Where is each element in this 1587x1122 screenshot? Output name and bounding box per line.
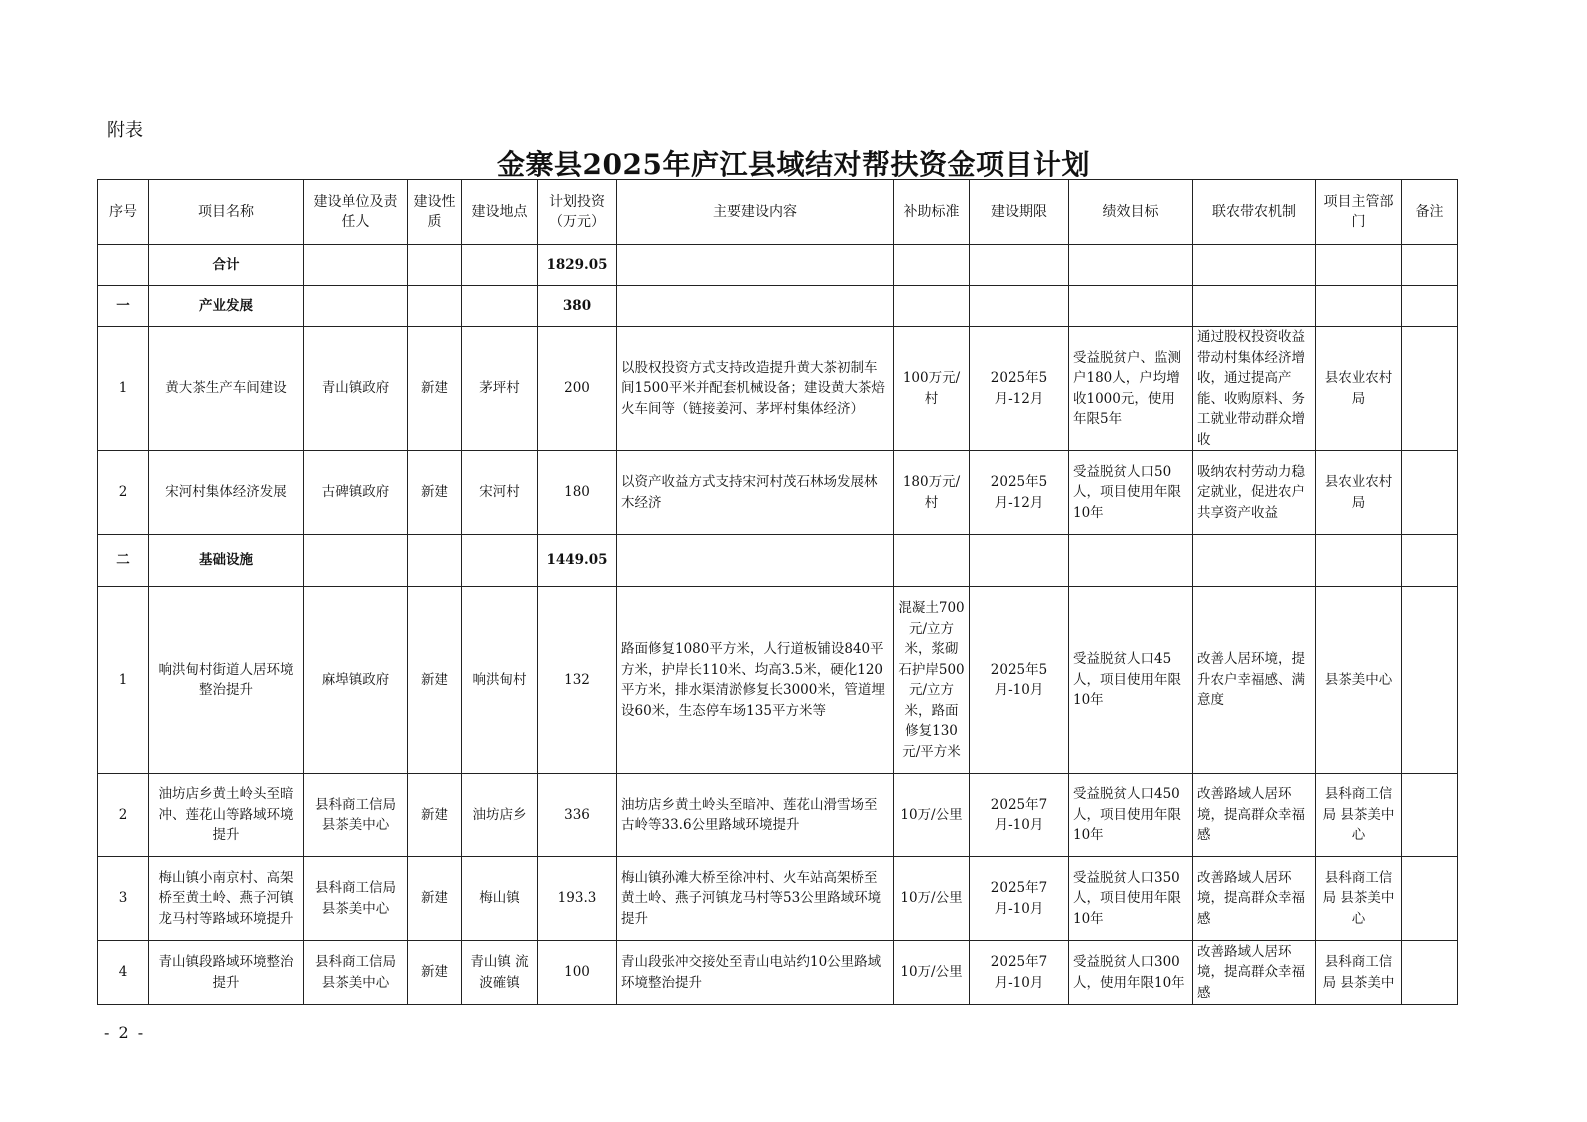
table-row bbox=[98, 857, 1458, 941]
row-nature: 新建 bbox=[408, 941, 462, 1005]
row-subsidy: 10万/公里 bbox=[894, 941, 970, 1005]
row-content: 以股权投资方式支持改造提升黄大茶初制车间1500平米并配套机械设备；建设黄大茶焙火车间等（链接姜河、茅坪村集体经济） bbox=[617, 327, 894, 451]
row-location: 梅山镇 bbox=[462, 857, 538, 941]
row-remark bbox=[1402, 941, 1458, 1005]
header-period: 建设期限 bbox=[970, 180, 1069, 245]
row-remark bbox=[1402, 327, 1458, 451]
row-nature: 新建 bbox=[408, 587, 462, 774]
row-location: 油坊店乡 bbox=[462, 774, 538, 857]
row-invest: 200 bbox=[538, 327, 617, 451]
row-nature: 新建 bbox=[408, 857, 462, 941]
row-no: 4 bbox=[98, 941, 149, 1005]
row-mechanism: 通过股权投资收益带动村集体经济增收，通过提高产能、收购原料、务工就业带动群众增收 bbox=[1193, 327, 1316, 451]
header-dept: 项目主管部门 bbox=[1316, 180, 1402, 245]
row-nature: 新建 bbox=[408, 774, 462, 857]
row-nature: 新建 bbox=[408, 451, 462, 535]
row-content: 油坊店乡黄土岭头至暗冲、莲花山滑雪场至古岭等33.6公里路域环境提升 bbox=[617, 774, 894, 857]
row-subsidy: 10万/公里 bbox=[894, 857, 970, 941]
row-goal: 受益脱贫人口45人，项目使用年限10年 bbox=[1069, 587, 1193, 774]
row-invest: 193.3 bbox=[538, 857, 617, 941]
row-name: 青山镇段路域环境整治提升 bbox=[149, 941, 304, 1005]
row-goal: 受益脱贫人口50人，项目使用年限10年 bbox=[1069, 451, 1193, 535]
row-period: 2025年7月-10月 bbox=[970, 941, 1069, 1005]
row-unit: 麻埠镇政府 bbox=[304, 587, 408, 774]
row-location: 茅坪村 bbox=[462, 327, 538, 451]
total-row bbox=[98, 245, 1458, 286]
header-content: 主要建设内容 bbox=[617, 180, 894, 245]
row-dept: 县农业农村局 bbox=[1316, 327, 1402, 451]
row-goal: 受益脱贫户、监测户180人，户均增收1000元，使用年限5年 bbox=[1069, 327, 1193, 451]
row-content: 青山段张冲交接处至青山电站约10公里路域环境整治提升 bbox=[617, 941, 894, 1005]
header-goal: 绩效目标 bbox=[1069, 180, 1193, 245]
row-name: 梅山镇小南京村、高架桥至黄土岭、燕子河镇龙马村等路域环境提升 bbox=[149, 857, 304, 941]
header-no: 序号 bbox=[98, 180, 149, 245]
row-name: 响洪甸村街道人居环境整治提升 bbox=[149, 587, 304, 774]
row-no: 1 bbox=[98, 587, 149, 774]
row-mechanism: 吸纳农村劳动力稳定就业，促进农户共享资产收益 bbox=[1193, 451, 1316, 535]
row-name: 宋河村集体经济发展 bbox=[149, 451, 304, 535]
appendix-label: 附表 bbox=[107, 120, 143, 141]
row-subsidy: 180万元/村 bbox=[894, 451, 970, 535]
row-goal: 受益脱贫人口350人，项目使用年限10年 bbox=[1069, 857, 1193, 941]
row-goal: 受益脱贫人口300人，使用年限10年 bbox=[1069, 941, 1193, 1005]
row-period: 2025年5月-12月 bbox=[970, 327, 1069, 451]
row-mechanism: 改善路域人居环境，提高群众幸福感 bbox=[1193, 857, 1316, 941]
row-invest: 100 bbox=[538, 941, 617, 1005]
header-subsidy: 补助标准 bbox=[894, 180, 970, 245]
page-title: 金寨县2025年庐江县域结对帮扶资金项目计划 bbox=[497, 148, 1090, 181]
row-subsidy: 100万元/村 bbox=[894, 327, 970, 451]
section-no: 一 bbox=[98, 286, 149, 327]
header-unit: 建设单位及责任人 bbox=[304, 180, 408, 245]
row-no: 2 bbox=[98, 774, 149, 857]
row-name: 油坊店乡黄土岭头至暗冲、莲花山等路域环境提升 bbox=[149, 774, 304, 857]
row-unit: 青山镇政府 bbox=[304, 327, 408, 451]
row-dept: 县科商工信局 县茶美中心 bbox=[1316, 774, 1402, 857]
row-unit: 古碑镇政府 bbox=[304, 451, 408, 535]
row-dept: 县茶美中心 bbox=[1316, 587, 1402, 774]
row-dept: 县科商工信局 县茶美中心 bbox=[1316, 857, 1402, 941]
header-nature: 建设性质 bbox=[408, 180, 462, 245]
row-unit: 县科商工信局 县茶美中心 bbox=[304, 941, 408, 1005]
row-mechanism: 改善路域人居环境，提高群众幸福感 bbox=[1193, 941, 1316, 1005]
row-dept: 县农业农村局 bbox=[1316, 451, 1402, 535]
row-content: 路面修复1080平方米，人行道板铺设840平方米，护岸长110米、均高3.5米，硬化120平方米，排水渠清淤修复长3000米，管道埋设60米，生态停车场135平方米等 bbox=[617, 587, 894, 774]
row-invest: 132 bbox=[538, 587, 617, 774]
row-invest: 180 bbox=[538, 451, 617, 535]
row-mechanism: 改善路域人居环境，提高群众幸福感 bbox=[1193, 774, 1316, 857]
row-unit: 县科商工信局 县茶美中心 bbox=[304, 774, 408, 857]
section-row bbox=[98, 535, 1458, 587]
section-name: 基础设施 bbox=[149, 535, 304, 587]
section-invest: 380 bbox=[538, 286, 617, 327]
row-name: 黄大茶生产车间建设 bbox=[149, 327, 304, 451]
section-name: 产业发展 bbox=[149, 286, 304, 327]
section-row bbox=[98, 286, 1458, 327]
row-period: 2025年5月-12月 bbox=[970, 451, 1069, 535]
row-remark bbox=[1402, 774, 1458, 857]
row-mechanism: 改善人居环境，提升农户幸福感、满意度 bbox=[1193, 587, 1316, 774]
section-no: 二 bbox=[98, 535, 149, 587]
header-mechanism: 联农带农机制 bbox=[1193, 180, 1316, 245]
row-no: 1 bbox=[98, 327, 149, 451]
row-remark bbox=[1402, 451, 1458, 535]
table-row bbox=[98, 774, 1458, 857]
table-row bbox=[98, 451, 1458, 535]
row-location: 响洪甸村 bbox=[462, 587, 538, 774]
row-location: 青山镇 流波確镇 bbox=[462, 941, 538, 1005]
header-name: 项目名称 bbox=[149, 180, 304, 245]
row-invest: 336 bbox=[538, 774, 617, 857]
row-remark bbox=[1402, 587, 1458, 774]
row-unit: 县科商工信局 县茶美中心 bbox=[304, 857, 408, 941]
row-period: 2025年7月-10月 bbox=[970, 774, 1069, 857]
total-label: 合计 bbox=[149, 245, 304, 286]
row-no: 2 bbox=[98, 451, 149, 535]
row-dept: 县科商工信局 县茶美中 bbox=[1316, 941, 1402, 1005]
section-invest: 1449.05 bbox=[538, 535, 617, 587]
table-row bbox=[98, 941, 1458, 1005]
header-remark: 备注 bbox=[1402, 180, 1458, 245]
table-row bbox=[98, 327, 1458, 451]
table-row bbox=[98, 587, 1458, 774]
page-number: - 2 - bbox=[104, 1023, 146, 1042]
row-subsidy: 混凝土700元/立方米，浆砌石护岸500元/立方米，路面修复130元/平方米 bbox=[894, 587, 970, 774]
project-plan-table bbox=[97, 179, 1458, 1005]
header-location: 建设地点 bbox=[462, 180, 538, 245]
row-no: 3 bbox=[98, 857, 149, 941]
row-period: 2025年7月-10月 bbox=[970, 857, 1069, 941]
row-remark bbox=[1402, 857, 1458, 941]
row-period: 2025年5月-10月 bbox=[970, 587, 1069, 774]
row-content: 以资产收益方式支持宋河村茂石林场发展林木经济 bbox=[617, 451, 894, 535]
row-content: 梅山镇孙滩大桥至徐冲村、火车站高架桥至黄土岭、燕子河镇龙马村等53公里路域环境提升 bbox=[617, 857, 894, 941]
row-subsidy: 10万/公里 bbox=[894, 774, 970, 857]
row-goal: 受益脱贫人口450人，项目使用年限10年 bbox=[1069, 774, 1193, 857]
row-nature: 新建 bbox=[408, 327, 462, 451]
total-invest: 1829.05 bbox=[538, 245, 617, 286]
table-header-row bbox=[98, 180, 1458, 245]
row-location: 宋河村 bbox=[462, 451, 538, 535]
header-invest: 计划投资（万元） bbox=[538, 180, 617, 245]
